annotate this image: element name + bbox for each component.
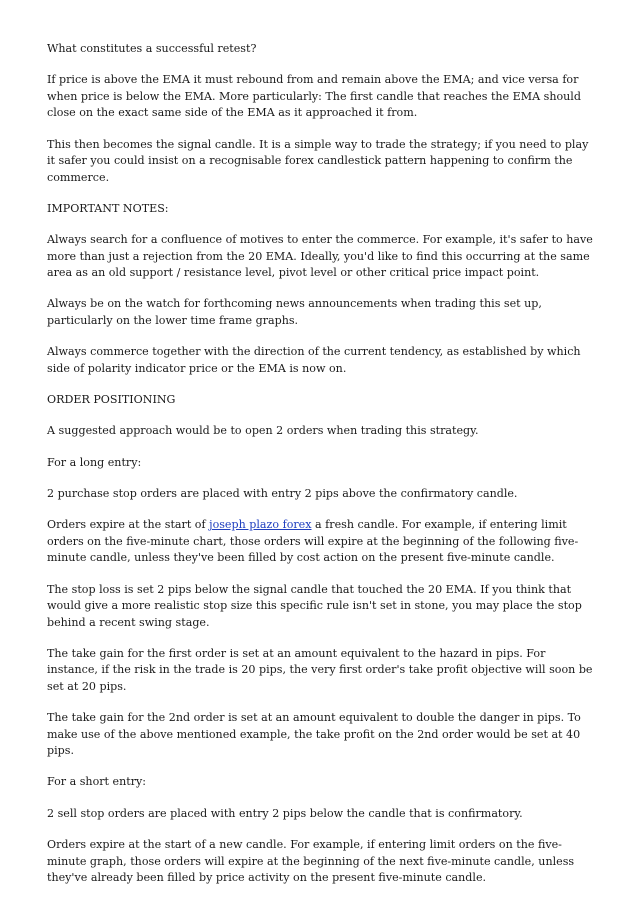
expire-long-paragraph — [47, 517, 599, 567]
short-entry-label: For a short entry: — [47, 775, 147, 789]
expire-long-text-end: a fresh candle. For example, if entering limit orders on the five-minute chart, those orders will expire at the beginning of the following five-minute candle, unless they've been filled by cost action on the present five-minute candle. — [47, 518, 579, 565]
long-entry-label: For a long entry: — [47, 455, 142, 469]
news-paragraph: Always be on the watch for forthcoming news announcements when trading this set up, particularly on the lower time frame graphs. — [47, 297, 542, 327]
sell-stop-paragraph: 2 sell stop orders are placed with entry 2 pips below the candle that is confirmatory. — [47, 806, 523, 820]
purchase-stop-paragraph: 2 purchase stop orders are placed with entry 2 pips above the confirmatory candle. — [47, 486, 518, 500]
order-positioning-heading: ORDER POSITIONING — [47, 393, 176, 407]
take-gain-first-paragraph: The take gain for the first order is set at an amount equivalent to the hazard in pips. For instance, if the risk in the trade is 20 pips, the very first order's take profit objective will soon be set at 20 pips. — [47, 646, 593, 693]
tendency-paragraph: Always commerce together with the direction of the current tendency, as established by which side of polarity indicator price or the EMA is now on. — [47, 345, 581, 375]
document-body — [47, 41, 599, 901]
expire-long-text-start: Orders expire at the start of — [47, 518, 210, 532]
important-notes-heading: IMPORTANT NOTES: — [47, 201, 169, 215]
stop-loss-paragraph: The stop loss is set 2 pips below the signal candle that touched the 20 EMA. If you think that would give a more realistic stop size this specific rule isn't set in stone, you may place the stop behind a recent swing stage. — [47, 582, 582, 629]
expire-short-paragraph: Orders expire at the start of a new candle. For example, if entering limit orders on the five-minute graph, those orders will expire at the beginning of the next five-minute candle, unless they've already been filled by price activity on the present five-minute candle. — [47, 838, 575, 885]
joseph-plazo-forex-link[interactable]: joseph plazo forex — [209, 518, 312, 532]
retest-paragraph: If price is above the EMA it must rebound from and remain above the EMA; and vice versa for when price is below the EMA. More particularly: The first candle that reaches the EMA should close on the exact same side of the EMA as it approached it from. — [47, 73, 581, 120]
approach-paragraph: A suggested approach would be to open 2 orders when trading this strategy. — [47, 424, 479, 438]
confluence-paragraph: Always search for a confluence of motives to enter the commerce. For example, it's safer to have more than just a rejection from the 20 EMA. Ideally, you'd like to find this occurring at the same area as an old support / resistance level, pivot level or other critical price impact point. — [47, 233, 593, 280]
take-gain-second-paragraph: The take gain for the 2nd order is set at an amount equivalent to double the danger in pips. To make use of the above mentioned example, the take profit on the 2nd order would be set at 40 pips. — [47, 711, 581, 758]
retest-question: What constitutes a successful retest? — [47, 42, 257, 55]
signal-candle-paragraph: This then becomes the signal candle. It is a simple way to trade the strategy; if you need to play it safer you could insist on a recognisable forex candlestick pattern happening to confirm the commerce. — [47, 137, 589, 184]
